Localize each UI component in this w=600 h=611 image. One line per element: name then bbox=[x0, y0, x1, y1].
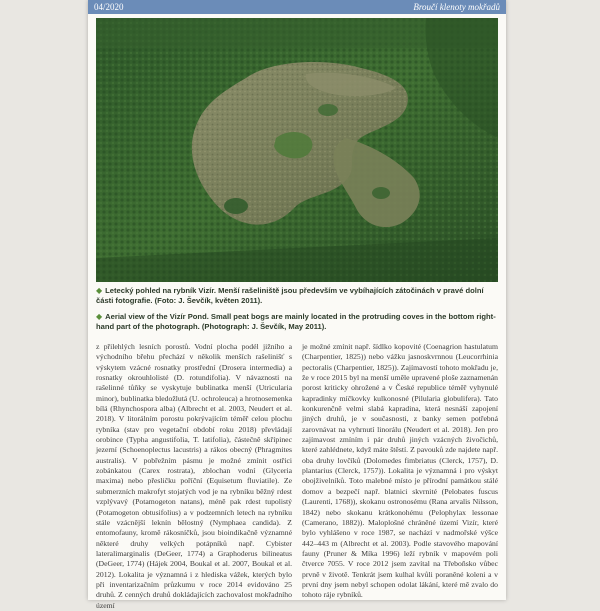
section-title: Broučí klenoty mokřadů bbox=[413, 2, 500, 12]
photo-caption-czech bbox=[96, 286, 498, 305]
body-paragraph: z přilehlých lesních porostů. Vodní plocha podél jižního a východního břehu přechází v několik menších rašelinišť s výskytem vzácné rosnatky prostřední (Drosera intermedia) a rosnatky okrouhlolisté (D. rotundifolia). V návaznosti na rašelinné tůňky se vyskytuje bublinatka menší (Utricularia minor), bublinatka bledožlutá (U. ochroleuca) a hrotnosemenka bílá (Rhynchospora alba) (Albrecht et al. 2003, Neudert et al. 2018). V litorálním porostu pokrývajícím téměř celou plochu rybníka (stav pro vegetační období roku 2018) převládají orobince (Typha angustifolia, T. latifolia), částečně skřípinec jezerní (Schoenoplectus lacustris) a rákos obecný (Phragmites australis). V pobřežním pásmu je možné zmínit ostřici zobánkatou (Carex rostrata), zblochan vodní (Glyceria maxima) nebo přesličku poříční (Equisetum fluviatile). Ze submerzních makrofyt stojatých vod je na rybníku běžný rdest vzplývavý (Potamogeton natans), méně pak rdest tupolistý (Potamogeton obtusifolius) a v podzemních letech na rybníku stále vzácnější leknín bělostný (Nymphaea candida). Z entomofauny, kromě rákosníčků, jsou bioindikačně významné některé druhy velkých potápníků např. Cybister lateralimarginalis (DeGeer, 1774) a Graphoderus bilineatus (DeGeer, 1774) (Hájek 2004, Boukal et al. 2007, Boukal et al. 2012). Lokalita je významná i z hlediska vážek, kterých bylo při inventarizačním průzkumu v roce 2014 evidováno 25 druhů. Z cenných druhů dokládajících zachovalost mokřadního území bbox=[96, 342, 292, 610]
article-body bbox=[96, 342, 498, 610]
body-column-left bbox=[96, 342, 292, 610]
caption-english-text: Aerial view of the Vizír Pond. Small peat bogs are mainly located in the protruding coves in the bottom right-hand part of the photograph. (Photograph: J. Ševčík, May 2011). bbox=[96, 312, 496, 331]
issue-number: 04/2020 bbox=[94, 2, 124, 12]
magazine-page bbox=[88, 0, 506, 610]
caption-bullet-icon: ◆ bbox=[96, 312, 103, 321]
caption-bullet-icon: ◆ bbox=[96, 286, 103, 295]
body-paragraph: je možné zmínit např. šídlko kopovité (Coenagrion hastulatum (Charpentier, 1825)) nebo vážku jasnoskvrnnou (Leucorrhinia pectoralis (Charpentier, 1825)). Zajímavostí tohoto mokřadu je, že v roce 2015 byl na menší uměle upravené ploše zaznamenán porost kriticky ohrožené a v České republice téměř vyhynulé kapradinky míčkovky kulkonosné (Pilularia globulifera). Tato konkurenčně velmi slabá kapradina, která nesnáší zapojení jiných druhů, je v současnosti, z banky semen potřebná zarovnávat na vyhrnutí linorálu (Neudert et al. 2018). Jen pro zajímavost zmíním i pár druhů jiných vzácných živočichů, které zahlédnete, když máte štěstí. Z pavouků zde najdete např. oba druhy lovčíků (Dolomedes fimbriatus (Clerck, 1757), D. plantarius (Clerck, 1757)). Lokalita je významná i pro výskyt obojživelníků. Toto malebné místo je přírodní památkou stálé domov a bezpečí např. blatnici skvrnité (Pelobates fuscus (Laurenti, 1768)), skokanu ostronosému (Rana arvalis Nilsson, 1842) nebo skokanu krátkonohému (Pelophylax lessonae (Camerano, 1882)). Maloplošné chráněné území Vizír, které bylo vyhlášeno v roce 1987, se nachází v nadmořské výšce 442–443 m (Albrecht et al. 2003). Podle stavového mapování fauny (Pruner & Míka 1996) leží rybník v mapovém poli čtverce 7055. V roce 2012 jsem zavítal na Třeboňsko vůbec prvně v životě. Tenkrát jsem kulhal kvůli poraněné koleni a v první dny jsem nebyl schopen odolat lákání, které mě zvalo do tohoto ráje rybníků. bbox=[302, 342, 498, 600]
photo-caption-english bbox=[96, 312, 498, 331]
body-column-right bbox=[302, 342, 498, 598]
aerial-photo-vizir-pond bbox=[96, 18, 498, 282]
caption-czech-text: Letecký pohled na rybník Vizír. Menší rašeliniště jsou především ve vybíhajících zátočinách v pravé dolní části fotografie. (Foto: J. Ševčík, květen 2011). bbox=[96, 286, 484, 305]
page-header bbox=[88, 0, 506, 14]
